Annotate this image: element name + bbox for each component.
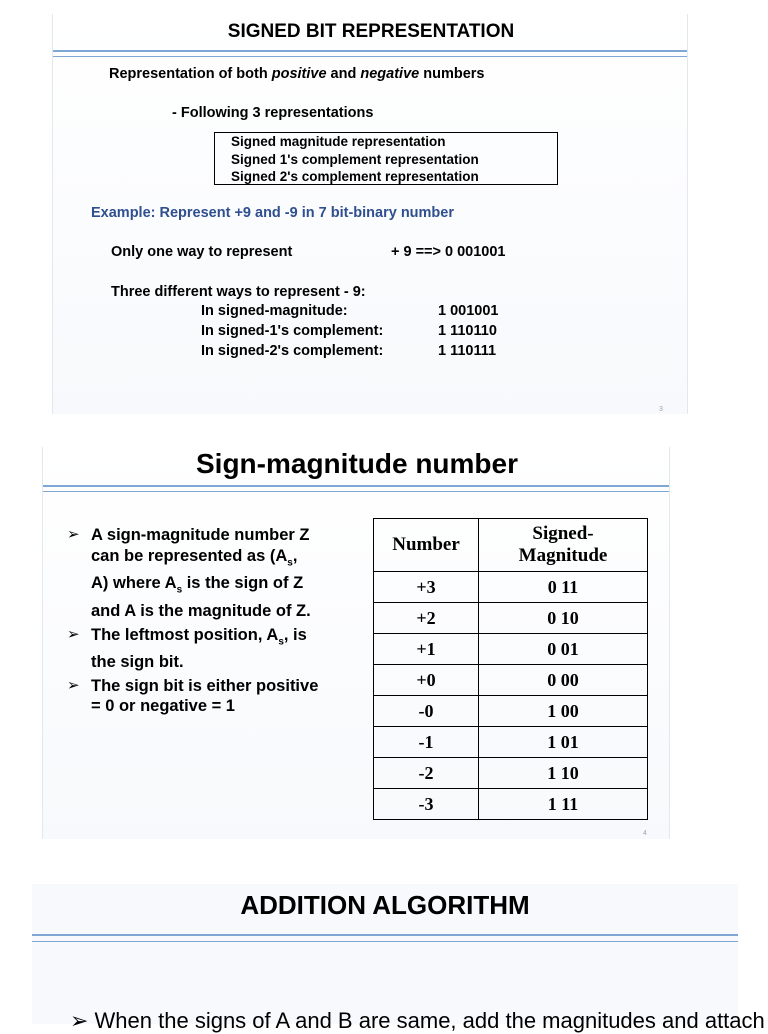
bullet-text: , is the sign bit. [91,625,307,672]
cell-number: +1 [374,634,479,665]
way-value: 1 110110 [438,323,497,339]
intro-positive: positive [271,66,327,82]
table-row [374,634,648,665]
bullet-arrow-icon: ➢ [67,625,80,643]
representations-box [214,132,558,185]
box-item: Signed 2's complement representation [231,169,479,184]
way-value: 1 110111 [438,343,497,359]
cell-number: -2 [374,758,479,789]
cell-signed-magnitude: 1 11 [479,789,648,820]
bullet-text: , A) where A [91,546,298,593]
table-row [374,572,648,603]
bullet-subscript: s [176,584,183,596]
bullet-text: The sign bit is either positive = 0 or negative = 1 [91,676,319,716]
example-heading: Example: Represent +9 and -9 in 7 bit-binary number [91,205,454,221]
slide-signed-bit-representation [52,14,688,414]
cell-signed-magnitude: 0 10 [479,603,648,634]
cell-signed-magnitude: 0 00 [479,665,648,696]
cell-signed-magnitude: 1 01 [479,727,648,758]
cell-number: -3 [374,789,479,820]
cell-signed-magnitude: 1 00 [479,696,648,727]
cell-number: -1 [374,727,479,758]
slide-title: SIGNED BIT REPRESENTATION [227,21,515,42]
page-number: 3 [659,406,663,413]
intro-mid: and [326,66,361,82]
table-row [374,789,648,820]
way-value: 1 001001 [438,303,499,319]
bullet-item [67,525,347,622]
intro-post: numbers [419,66,485,82]
slide-title: ADDITION ALGORITHM [240,890,530,920]
way-label: In signed-2's complement: [201,343,384,359]
bullet-subscript: s [287,556,293,568]
title-divider [43,485,669,492]
bullet-subscript: s [278,635,284,647]
bullet-item [67,625,347,673]
cell-number: +3 [374,572,479,603]
bullet-arrow-icon: ➢ [67,526,80,543]
bullet-text: is the sign of Z and A is the magnitude of Z. [91,574,311,621]
intro-pre: Representation of both [109,66,272,82]
table-row [374,758,648,789]
bullet-text: The leftmost position, A [91,625,279,644]
bullet-arrow-icon: ➢ [67,676,80,694]
way-label: In signed-magnitude: [201,303,348,319]
title-divider [53,50,687,57]
bullet-item [67,676,347,717]
bullet-list [67,525,347,720]
way-label: In signed-1's complement: [201,323,384,339]
cell-number: +2 [374,603,479,634]
slide-addition-algorithm [32,884,765,1033]
cut-off-bullet-text: ➢ When the signs of A and B are same, add the magnitudes and attach [70,1008,765,1033]
three-ways-text: Three different ways to represent - 9: [111,284,366,300]
intro-text [109,66,484,82]
following-text: - Following 3 representations [172,105,374,121]
only-one-value: + 9 ==> 0 001001 [391,244,506,260]
bullet-text: A sign-magnitude number Z can be represented as (A [91,526,310,565]
table-row [374,727,648,758]
header-number: Number [374,519,479,572]
cell-signed-magnitude: 0 11 [479,572,648,603]
page-number: 4 [643,830,647,837]
cell-signed-magnitude: 0 01 [479,634,648,665]
table-row [374,696,648,727]
bullet-text: When the signs of A and B are same, add the magnitudes and attach [94,1008,765,1033]
box-item: Signed magnitude representation [231,134,446,149]
slide-sign-magnitude [42,447,670,839]
header-signed-magnitude: Signed- Magnitude [479,519,648,572]
table-header-row [374,519,648,572]
cell-number: +0 [374,665,479,696]
cell-number: -0 [374,696,479,727]
title-divider [32,934,738,942]
box-item: Signed 1's complement representation [231,151,479,167]
table-row [374,603,648,634]
cell-signed-magnitude: 1 10 [479,758,648,789]
table-row [374,665,648,696]
intro-negative: negative [360,66,420,82]
only-one-label: Only one way to represent [111,244,293,260]
sign-magnitude-table [373,518,648,820]
slide-title: Sign-magnitude number [196,448,518,479]
